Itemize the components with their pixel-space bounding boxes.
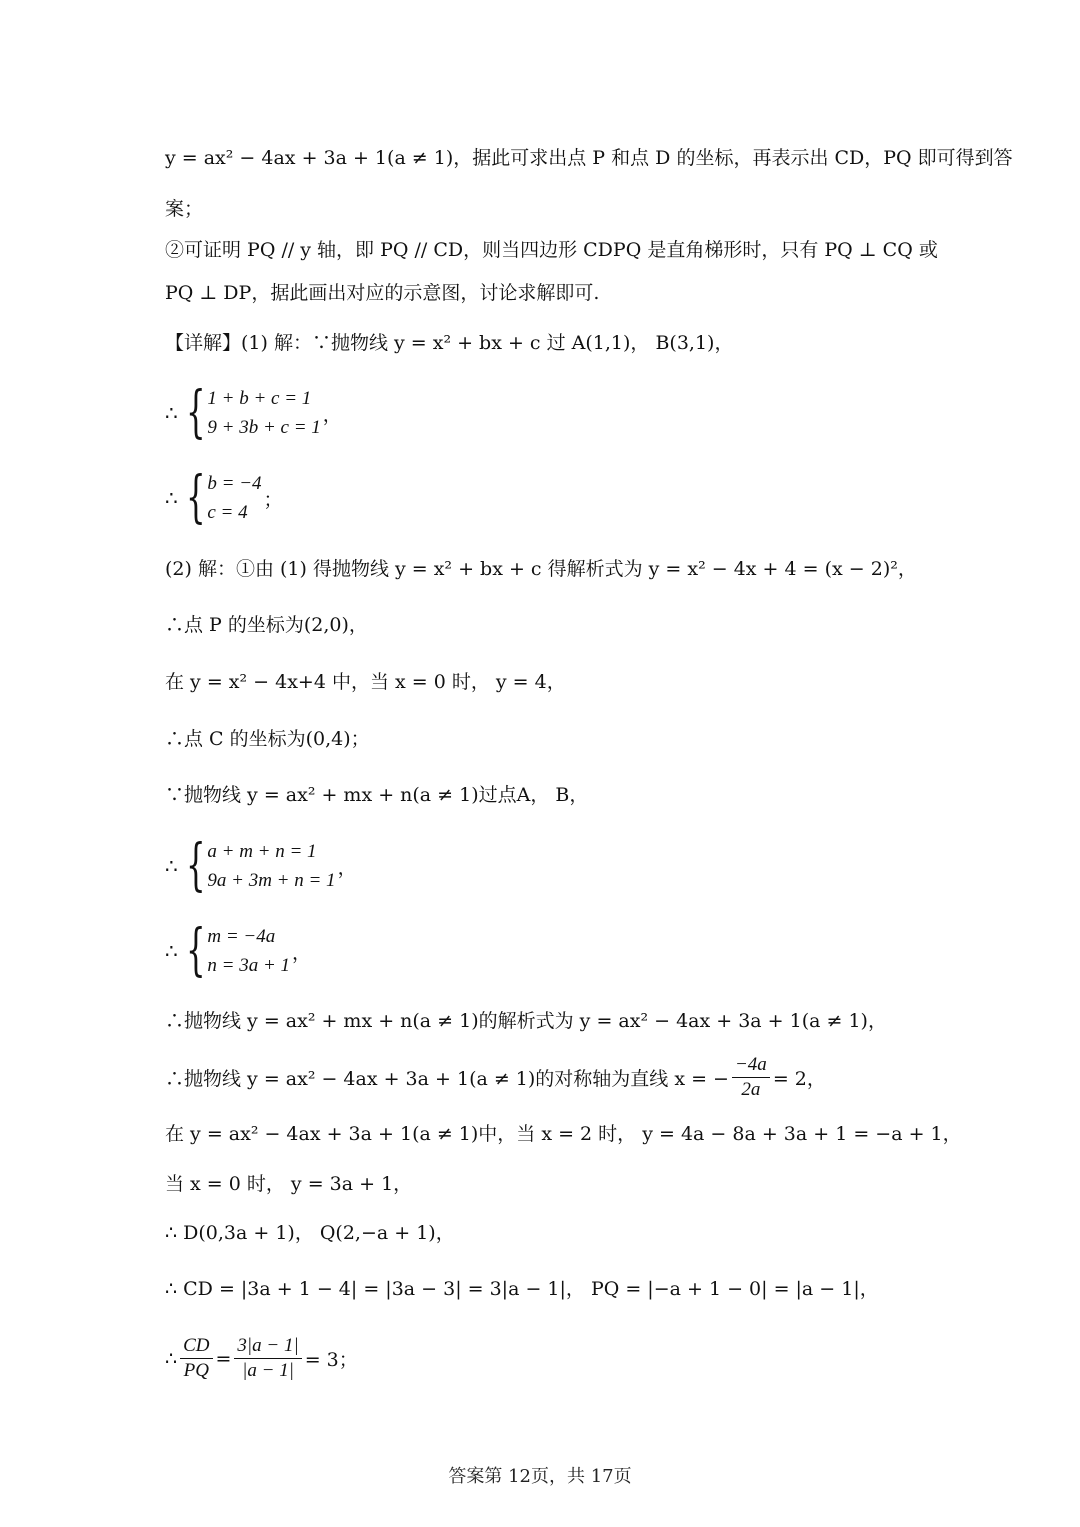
text-line: y = ax² − 4ax + 3a + 1(a ≠ 1)，据此可求出点 P 和点 D 的坐标，再表示出 CD，PQ 即可得到答 (165, 147, 1013, 169)
system-row: c = 4 (207, 502, 248, 523)
fraction-denominator: PQ (183, 1360, 209, 1381)
system-tail: ， (292, 941, 312, 964)
equation-system (165, 918, 312, 983)
system-rows (207, 384, 320, 442)
brace-symbol: { (185, 833, 206, 898)
therefore-symbol: ∴ (165, 486, 178, 510)
text-line: PQ ⊥ DP，据此画出对应的示意图，讨论求解即可. (165, 282, 600, 304)
system-row: n = 3a + 1 (207, 955, 291, 976)
text-line: ∴ CD = |3a + 1 − 4| = |3a − 3| = 3|a − 1|， PQ = |−a + 1 − 0| = |a − 1|， (165, 1278, 879, 1300)
system-rows (207, 837, 335, 895)
therefore-symbol: ∴ (165, 401, 178, 425)
therefore-symbol: ∴ (165, 1347, 178, 1370)
text-line: 【详解】(1) 解：∵抛物线 y = x² + bx + c 过 A(1,1)， B(3,1)， (165, 332, 734, 354)
text-line: (2) 解：①由 (1) 得抛物线 y = x² + bx + c 得解析式为 y = x² − 4x + 4 = (x − 2)²， (165, 558, 917, 580)
fraction-numerator: 3|a − 1| (234, 1334, 301, 1359)
system-row: 9a + 3m + n = 1 (207, 870, 336, 891)
brace-symbol: { (185, 918, 206, 983)
text-line: ∴点 C 的坐标为(0,4)； (165, 728, 370, 750)
system-row: a + m + n = 1 (207, 841, 317, 862)
fraction (180, 1334, 212, 1383)
text-line: 在 y = x² − 4x+4 中，当 x = 0 时， y = 4， (165, 671, 566, 693)
text-segment: = 2， (772, 1068, 826, 1090)
system-row: 1 + b + c = 1 (207, 388, 312, 409)
system-row: m = −4a (207, 926, 276, 947)
axis-equation-line (165, 1053, 826, 1102)
therefore-symbol: ∴ (165, 854, 178, 878)
page-footer: 答案第 12页，共 17页 (448, 1466, 632, 1487)
system-rows (207, 469, 261, 527)
system-row: 9 + 3b + c = 1 (207, 417, 321, 438)
text-line: ∴ D(0,3a + 1)， Q(2,−a + 1)， (165, 1222, 455, 1244)
system-tail: ， (322, 403, 342, 426)
brace-symbol: { (185, 380, 206, 445)
text-line: ∵抛物线 y = ax² + mx + n(a ≠ 1)过点A， B， (165, 784, 589, 806)
fraction-denominator: |a − 1| (242, 1360, 294, 1381)
text-line: 案； (165, 198, 204, 220)
text-line: ∴点 P 的坐标为(2,0)， (165, 614, 368, 636)
equals-sign: = (215, 1347, 232, 1370)
system-tail: ； (263, 488, 283, 511)
fraction-denominator: 2a (741, 1079, 761, 1100)
text-line: 当 x = 0 时， y = 3a + 1， (165, 1173, 413, 1195)
text-line: ∴抛物线 y = ax² + mx + n(a ≠ 1)的解析式为 y = ax² − 4ax + 3a + 1(a ≠ 1)， (165, 1010, 887, 1032)
ratio-equation-line (165, 1334, 358, 1383)
fraction (234, 1334, 301, 1383)
text-line: 在 y = ax² − 4ax + 3a + 1(a ≠ 1)中，当 x = 2 时， y = 4a − 8a + 3a + 1 = −a + 1， (165, 1123, 962, 1145)
system-tail: ， (337, 856, 357, 879)
equation-system (165, 833, 357, 898)
equation-system (165, 380, 342, 445)
equation-system (165, 465, 283, 530)
system-row: b = −4 (207, 473, 262, 494)
text-line: ②可证明 PQ // y 轴，即 PQ // CD，则当四边形 CDPQ 是直角梯形时，只有 PQ ⊥ CQ 或 (165, 239, 938, 261)
text-segment: ∴抛物线 y = ax² − 4ax + 3a + 1(a ≠ 1)的对称轴为直线 x = − (165, 1068, 729, 1090)
system-rows (207, 922, 290, 980)
fraction (732, 1053, 770, 1102)
brace-symbol: { (185, 465, 206, 530)
therefore-symbol: ∴ (165, 939, 178, 963)
fraction-numerator: CD (180, 1334, 212, 1359)
fraction-numerator: −4a (732, 1053, 770, 1078)
text-segment: = 3； (304, 1349, 358, 1371)
